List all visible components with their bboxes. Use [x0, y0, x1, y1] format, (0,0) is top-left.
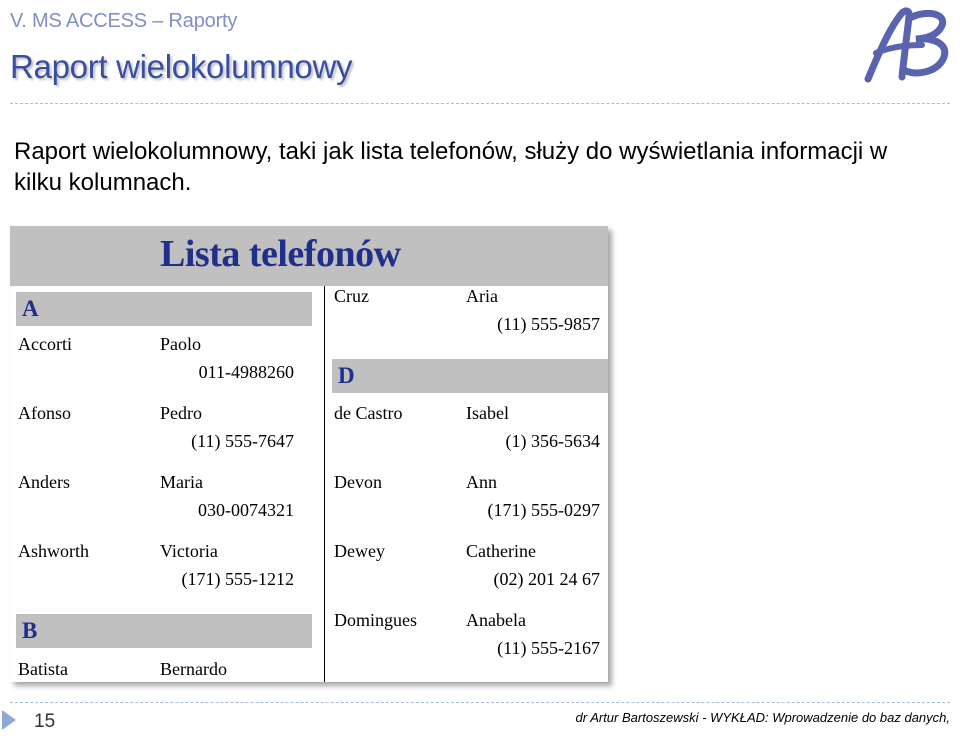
- last-name: Ashworth: [18, 541, 89, 561]
- group-band-b: [16, 614, 312, 648]
- footer-divider: [10, 702, 950, 703]
- phone-number: (02) 201 24 67: [493, 569, 600, 589]
- last-name: Anders: [18, 472, 70, 492]
- report-preview: [10, 226, 608, 682]
- first-name: Maria: [160, 472, 203, 492]
- intro-text: Raport wielokolumnowy, taki jak lista telefonów, służy do wyświetlania informacji w kilku kolumnach.: [14, 138, 888, 196]
- first-name: Isabel: [466, 403, 509, 423]
- triangle-bullet-icon: [2, 710, 16, 730]
- header-divider: [10, 103, 950, 104]
- last-name: Afonso: [18, 403, 71, 423]
- first-name: Ann: [466, 472, 497, 492]
- first-name: Aria: [466, 286, 498, 306]
- phone-number: (11) 555-2167: [497, 638, 600, 658]
- report-title: Lista telefonów: [160, 233, 401, 275]
- first-name: Pedro: [160, 403, 202, 423]
- phone-number: (11) 555-7647: [191, 431, 294, 451]
- report-header: [10, 226, 608, 286]
- phone-number: (171) 555-0297: [487, 500, 600, 520]
- slide-title: Raport wielokolumnowy: [10, 48, 353, 85]
- group-letter: A: [22, 296, 39, 321]
- column-separator: [324, 286, 325, 682]
- last-name: Cruz: [334, 286, 369, 306]
- last-name: Batista: [18, 659, 68, 679]
- first-name: Anabela: [466, 610, 526, 630]
- phone-number: (1) 356-5634: [505, 431, 600, 451]
- page-number: 15: [34, 711, 56, 732]
- last-name: Domingues: [334, 610, 417, 630]
- group-band-a: [16, 292, 312, 326]
- footer-credit: dr Artur Bartoszewski - WYKŁAD: Wprowadzenie do baz danych,: [575, 710, 950, 725]
- ab-logo: [860, 5, 955, 85]
- last-name: Devon: [334, 472, 382, 492]
- breadcrumb: V. MS ACCESS – Raporty: [10, 10, 238, 32]
- first-name: Catherine: [466, 541, 536, 561]
- first-name: Victoria: [160, 541, 218, 561]
- last-name: de Castro: [334, 403, 403, 423]
- phone-number: (11) 555-9857: [497, 314, 600, 334]
- last-name: Accorti: [18, 334, 72, 354]
- phone-number: 030-0074321: [198, 500, 294, 520]
- group-band-d: [332, 359, 608, 393]
- first-name: Paolo: [160, 334, 202, 354]
- phone-number: 011-4988260: [198, 362, 294, 382]
- last-name: Dewey: [334, 541, 385, 561]
- group-letter: D: [338, 363, 355, 388]
- first-name: Bernardo: [160, 659, 227, 679]
- phone-number: (171) 555-1212: [181, 569, 294, 589]
- group-letter: B: [22, 618, 38, 643]
